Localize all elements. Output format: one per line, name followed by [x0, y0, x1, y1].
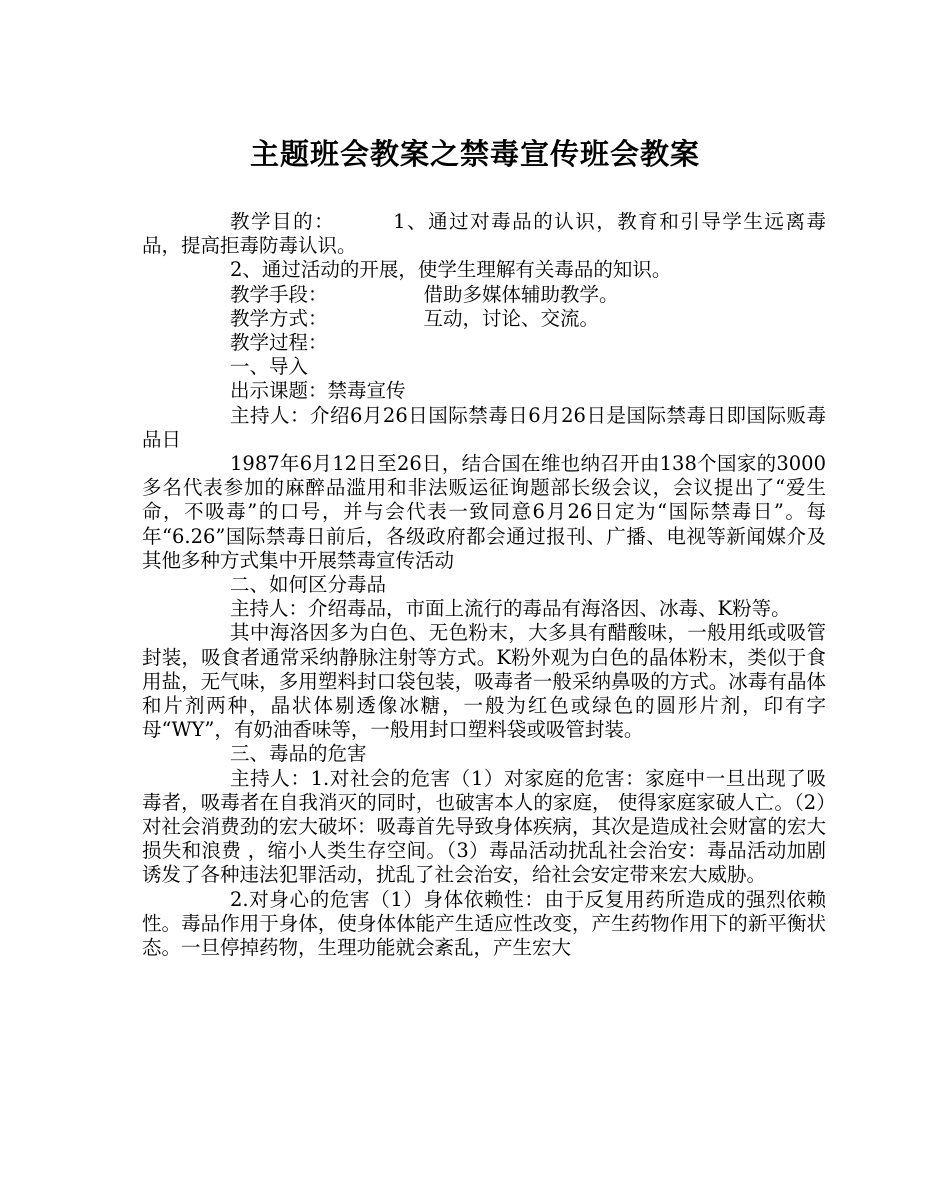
- section-1-heading: 一、导入: [230, 355, 309, 379]
- method-paragraph: [142, 307, 826, 331]
- section-3-heading: 三、毒品的危害: [230, 742, 367, 766]
- means-label: 教学手段：: [230, 282, 328, 306]
- goal-text: 1、通过对毒品的认识，教育和引导学生远离毒品，提高拒毒防毒认识。: [142, 210, 826, 258]
- page-title: 主题班会教案之禁毒宣传班会教案: [249, 137, 700, 171]
- goal-label: 教学目的：: [230, 210, 336, 233]
- section-2-heading: 二、如何区分毒品: [230, 573, 387, 597]
- goal2-paragraph: 2、通过活动的开展，使学生理解有关毒品的知识。: [230, 258, 672, 282]
- host-intro-paragraph: 主持人：介绍6月26日国际禁毒日6月26日是国际禁毒日即国际贩毒品日: [142, 403, 826, 451]
- means-text: 借助多媒体辅助教学。: [423, 282, 619, 306]
- topic-line: 出示课题：禁毒宣传: [230, 379, 406, 403]
- host-drugs-paragraph: 主持人：介绍毒品，市面上流行的毒品有海洛因、冰毒、K粉等。: [230, 597, 791, 621]
- drug-types-paragraph: 其中海洛因多为白色、无色粉末，大多具有醋酸味，一般用纸或吸管封装，吸食者通常采纳静脉注射等方式。K粉外观为白色的晶体粉末，类似于食用盐，无气味，多用塑料封口袋包装，吸毒者一般采纳鼻吸的方式。冰毒有晶体和片剂两种，晶状体剔透像冰糖，一般为红色或绿色的圆形片剂，印有字母“WY”，有奶油香味等，一般用封口塑料袋或吸管封装。: [142, 621, 826, 742]
- process-heading: 教学过程：: [230, 331, 328, 355]
- method-text: 互动，讨论、交流。: [423, 306, 600, 330]
- document-body: [142, 210, 826, 960]
- means-paragraph: [142, 283, 826, 307]
- social-harm-paragraph: 主持人：1.对社会的危害（1）对家庭的危害：家庭中一旦出现了吸毒者，吸毒者在自我消灭的同时，也破害本人的家庭， 使得家庭家破人亡。（2）对社会消费劲的宏大破坏：吸毒首先导致身体疾病，其次是造成社会财富的宏大损失和浪费 ，缩小人类生存空间。（3）毒品活动扰乱社会治安：毒品活动加剧诱发了各种违法犯罪活动，扰乱了社会治安，给社会安定带来宏大威胁。: [142, 766, 826, 887]
- goal-paragraph: [142, 210, 826, 258]
- history-paragraph: 1987年6月12日至26日，结合国在维也纳召开由138个国家的3000多名代表参加的麻醉品滥用和非法贩运征询题部长级会议，会议提出了“爱生命，不吸毒”的口号，并与会代表一致同意6月26日定为“国际禁毒日”。每年“6.26”国际禁毒日前后，各级政府都会通过报刊、广播、电视等新闻媒介及其他多种方式集中开展禁毒宣传活动: [142, 452, 826, 572]
- method-label: 教学方式：: [230, 306, 328, 330]
- health-harm-paragraph: 2.对身心的危害（1）身体依赖性：由于反复用药所造成的强烈依赖性。毒品作用于身体，使身体体能产生适应性改变，产生药物作用下的新平衡状态。一旦停掉药物，生理功能就会紊乱，产生宏大: [142, 887, 826, 960]
